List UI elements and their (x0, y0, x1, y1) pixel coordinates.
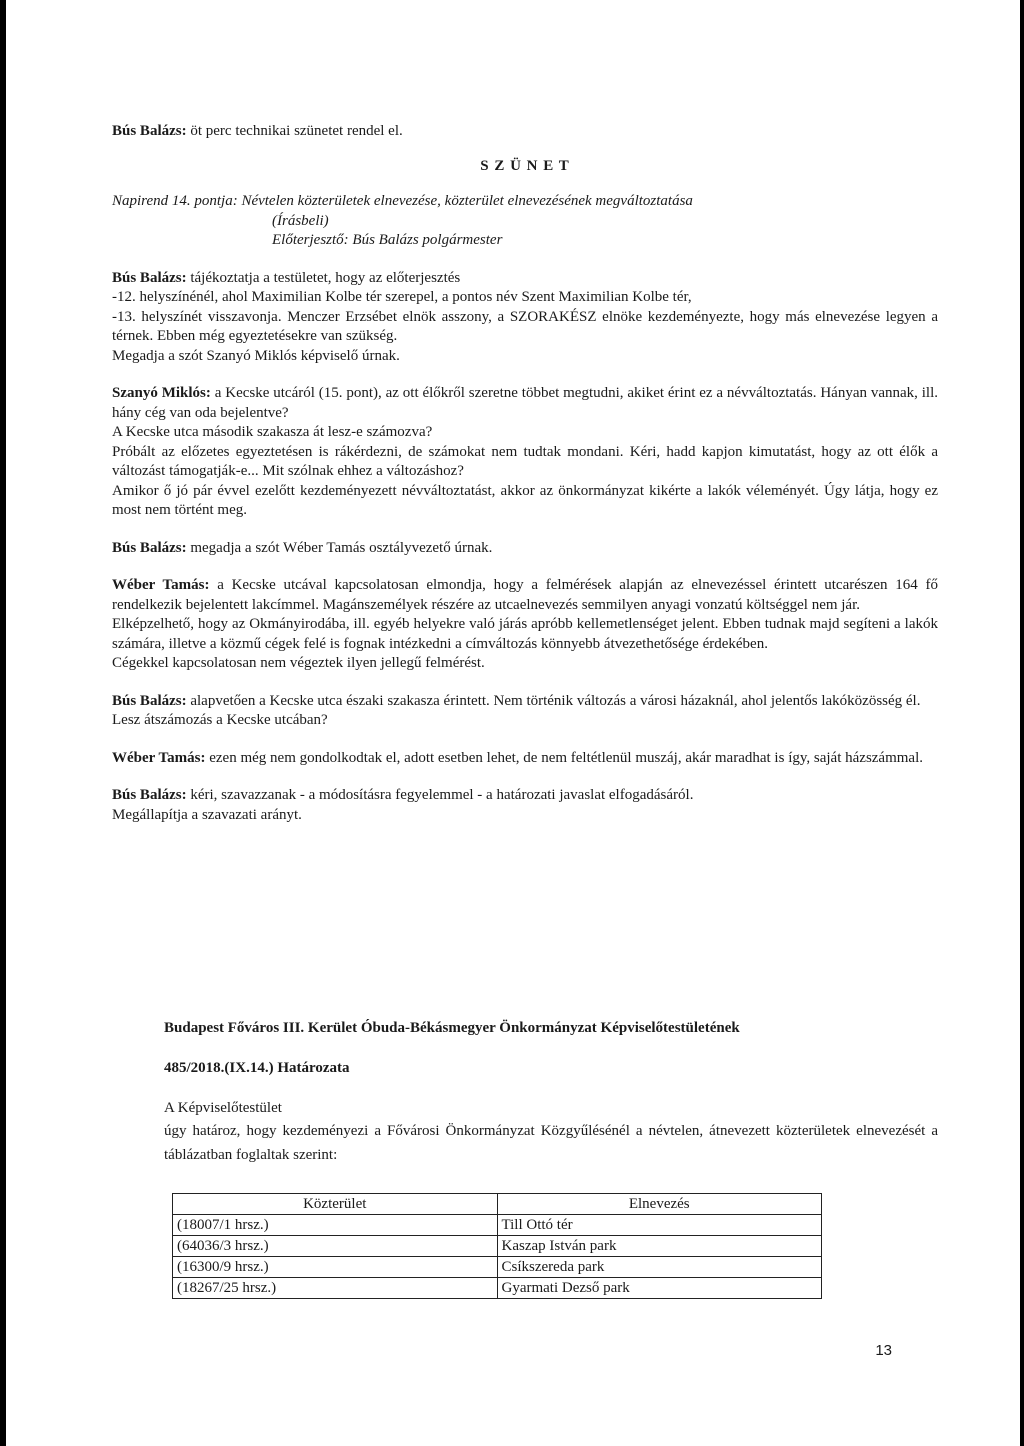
paragraph-text: Megadja a szót Szanyó Miklós képviselő úrnak. (112, 347, 400, 364)
agenda-presenter: Előterjesztő: Bús Balázs polgármester (272, 232, 503, 248)
paragraph-text: -13. helyszínét visszavonja. Menczer Erzsébet elnök asszony, a SZORAKÉSZ elnöke kezdeményezte, hogy más elnevezése legyen a térnek. Ebben még egyeztetésekre van szükség. (112, 308, 938, 344)
paragraph-text: megadja a szót Wéber Tamás osztályvezető úrnak. (186, 539, 493, 556)
paragraph-text: -12. helyszínénél, ahol Maximilian Kolbe tér szerepel, a pontos név Szent Maximilian Kolbe tér, (112, 289, 692, 305)
paragraph-bus-balazs-4 (112, 786, 938, 806)
speaker-name: Szanyó Miklós: (112, 385, 211, 401)
speaker-name: Bús Balázs: (112, 692, 187, 709)
table-cell: Csíkszereda park (497, 1257, 822, 1278)
break-title: S Z Ü N E T (480, 157, 570, 174)
resolution-body-text: úgy határoz, hogy kezdeményezi a Fővárosi Önkormányzat Közgyűlésénél a névtelen, átnevezett közterületek elnevezését a táblázatban foglaltak szerint: (164, 1122, 938, 1163)
paragraph-text: A Kecske utca második szakasza át lesz-e számozva? (112, 424, 433, 440)
speaker-name: Bús Balázs: (112, 123, 187, 139)
table-cell: (18007/1 hrsz.) (173, 1215, 498, 1236)
table-cell: (64036/3 hrsz.) (173, 1236, 498, 1257)
paragraph-text: Cégekkel kapcsolatosan nem végeztek ilyen jellegű felmérést. (112, 655, 485, 671)
speaker-name: Bús Balázs: (112, 539, 187, 556)
paragraph-weber-tamas-1 (112, 576, 938, 615)
paragraph-szanyo-miklos (112, 384, 938, 423)
table-cell: (16300/9 hrsz.) (173, 1257, 498, 1278)
resolution-body-title: A Képviselőtestület (164, 1100, 282, 1116)
paragraph-text: Elképzelhető, hogy az Okmányirodába, ill. egyéb helyekre való járás apróbb kellemetlenséget jelent. Ebben tudnak majd segíteni a lakók számára, illetve a közmű cégek felé is fognak intézkedni a címváltozás könnyebb átvezethetősége érdekében. (112, 616, 938, 652)
resolution-block (164, 1019, 938, 1167)
paragraph-break-announcement (112, 122, 938, 142)
table-cell: Gyarmati Dezső park (497, 1278, 822, 1299)
table-row (173, 1278, 822, 1299)
agenda-type: (Írásbeli) (272, 212, 329, 229)
paragraph-text: Megállapítja a szavazati arányt. (112, 806, 302, 823)
resolution-number: 485/2018.(IX.14.) Határozata (164, 1059, 350, 1076)
table-cell: Till Ottó tér (497, 1215, 822, 1236)
table-cell: (18267/25 hrsz.) (173, 1278, 498, 1299)
paragraph-text: Lesz átszámozás a Kecske utcában? (112, 712, 328, 728)
paragraph-text: a Kecske utcával kapcsolatosan elmondja, hogy a felmérések alapján az elnevezéssel érintett utcarészen 164 fő rendelkezik bejelentett lakcímmel. Magánszemélyek részére az utcaelnevezés semmilyen anyagi vonzatú költséggel nem jár. (112, 577, 938, 613)
scan-edge-right (1020, 0, 1024, 1446)
agenda-title: Napirend 14. pontja: Névtelen közterületek elnevezése, közterület elnevezésének megváltoztatása (112, 193, 693, 209)
speaker-name: Bús Balázs: (112, 787, 187, 803)
paragraph-text: tájékoztatja a testületet, hogy az előterjesztés (186, 269, 461, 286)
paragraph-text: Amikor ő jó pár évvel ezelőtt kezdeményezett névváltoztatást, akkor az önkormányzat kikérte a lakók véleményét. Úgy látja, hogy ez most nem történt meg. (112, 482, 938, 518)
paragraph-bus-balazs-1 (112, 269, 938, 289)
table-header-cell: Elnevezés (497, 1194, 822, 1215)
paragraph-text: Próbált az előzetes egyeztetésen is rákérdezni, de számokat nem tudtak mondani. Kéri, hadd kapjon kimutatást, hogy az ott élők a változást támogatják-e... Mit szólnak ehhez a változáshoz? (112, 443, 938, 479)
table-header-cell: Közterület (173, 1194, 498, 1215)
paragraph-text: öt perc technikai szünetet rendel el. (186, 123, 403, 139)
scan-edge-left (0, 0, 6, 1446)
resolution-heading: Budapest Főváros III. Kerület Óbuda-Békásmegyer Önkormányzat Képviselőtestületének (164, 1020, 740, 1036)
text-body (112, 122, 938, 825)
street-names-table (172, 1193, 822, 1299)
paragraph-text: a Kecske utcáról (15. pont), az ott élőkről szeretne többet megtudni, akiket érint ez a névváltoztatás. Hányan vannak, ill. hány cég van oda bejelentve? (112, 385, 938, 421)
page-number: 13 (875, 1342, 892, 1359)
paragraph-bus-balazs-3 (112, 692, 938, 712)
speaker-name: Wéber Tamás: (112, 577, 210, 593)
table-header-row (173, 1194, 822, 1215)
speaker-name: Bús Balázs: (112, 269, 187, 286)
table-row (173, 1215, 822, 1236)
paragraph-bus-balazs-2 (112, 539, 938, 559)
paragraph-weber-tamas-2 (112, 749, 938, 769)
table-cell: Kaszap István park (497, 1236, 822, 1257)
paragraph-text: kéri, szavazzanak - a módosításra fegyelemmel - a határozati javaslat elfogadásáról. (186, 787, 694, 803)
speaker-name: Wéber Tamás: (112, 749, 206, 766)
table-row (173, 1236, 822, 1257)
paragraph-text: ezen még nem gondolkodtak el, adott esetben lehet, de nem feltétlenül muszáj, akár maradhat is így, saját házszámmal. (205, 749, 924, 766)
table-row (173, 1257, 822, 1278)
paragraph-text: alapvetően a Kecske utca északi szakasza érintett. Nem történik változás a városi házaknál, ahol jelentős lakóközösség él. (186, 692, 921, 709)
